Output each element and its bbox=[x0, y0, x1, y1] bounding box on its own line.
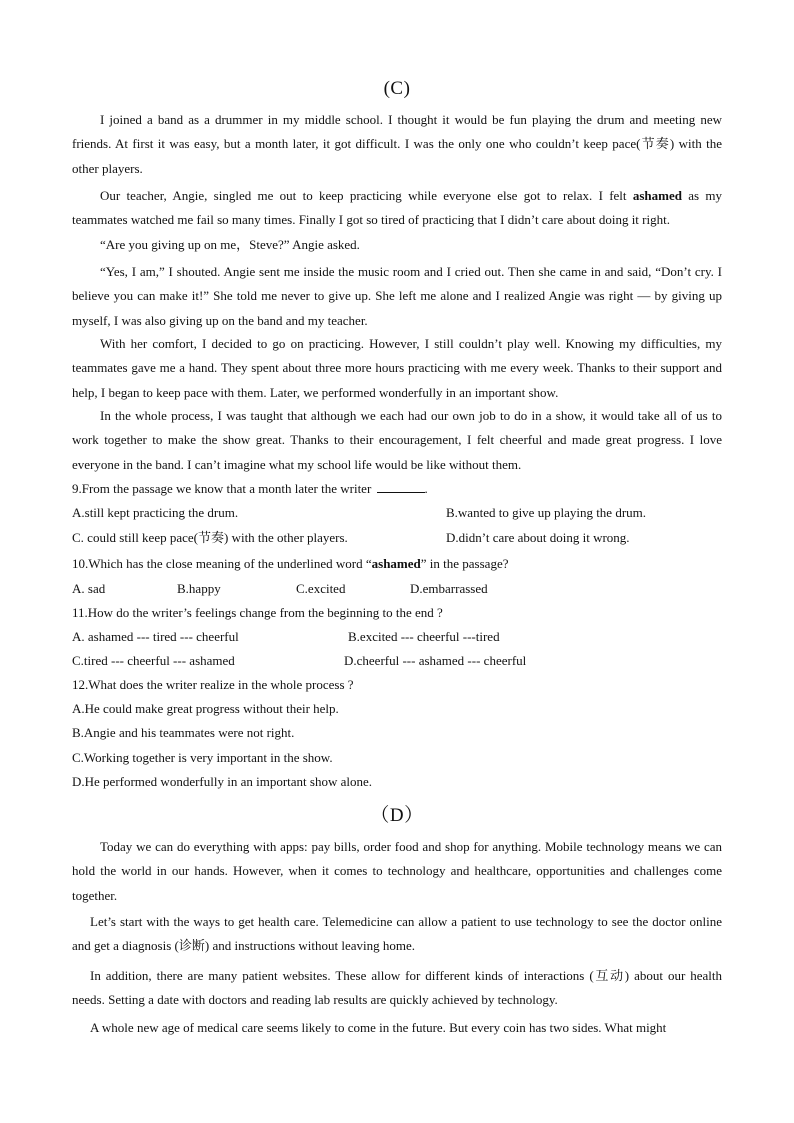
question-12-option-d: D.He performed wonderfully in an important show alone. bbox=[72, 774, 373, 789]
question-9-option-a: A.still kept practicing the drum. bbox=[72, 505, 239, 520]
question-10-option-a: A. sad bbox=[72, 581, 106, 596]
question-text: 9.From the passage we know that a month later the writer bbox=[72, 481, 375, 496]
question-9-stem bbox=[72, 481, 428, 497]
question-text: ” in the passage? bbox=[420, 556, 509, 571]
question-11-option-a: A. ashamed --- tired --- cheerful bbox=[72, 629, 239, 644]
question-12-stem: 12.What does the writer realize in the whole process ? bbox=[72, 677, 354, 692]
question-11-option-b: B.excited --- cheerful ---tired bbox=[348, 629, 500, 644]
question-11-option-c: C.tired --- cheerful --- ashamed bbox=[72, 653, 235, 668]
question-10-option-c: C.excited bbox=[296, 581, 346, 596]
question-11-option-d: D.cheerful --- ashamed --- cheerful bbox=[344, 653, 527, 668]
passage-c-paragraph-2 bbox=[72, 184, 722, 233]
question-9-option-d: D.didn’t care about doing it wrong. bbox=[446, 530, 630, 545]
question-9-option-b: B.wanted to give up playing the drum. bbox=[446, 505, 647, 520]
question-12-option-a: A.He could make great progress without their help. bbox=[72, 701, 339, 716]
question-10-option-b: B.happy bbox=[177, 581, 221, 596]
question-10-stem bbox=[72, 556, 508, 572]
section-c-title: (C) bbox=[383, 78, 411, 99]
section-d-title: （D） bbox=[370, 805, 424, 826]
passage-c-paragraph-3: “Are you giving up on me，Steve?” Angie asked. bbox=[100, 237, 360, 252]
passage-d-paragraph-2: Let’s start with the ways to get health care. Telemedicine can allow a patient to use technology to see the doctor online and get a diagnosis (诊断) and instructions without leaving home. bbox=[72, 914, 722, 954]
passage-d-paragraph-4: A whole new age of medical care seems likely to come in the future. But every coin has two sides. What might bbox=[90, 1020, 667, 1035]
paragraph-text: Our teacher, Angie, singled me out to keep practicing while everyone else got to relax. I felt bbox=[100, 188, 633, 203]
question-12-option-b: B.Angie and his teammates were not right. bbox=[72, 725, 295, 740]
question-11-stem: 11.How do the writer’s feelings change from the beginning to the end ? bbox=[72, 605, 443, 620]
passage-d-paragraph-3: In addition, there are many patient websites. These allow for different kinds of interactions (互动) about our health needs. Setting a date with doctors and reading lab results are quickly achieved by technology. bbox=[72, 968, 722, 1008]
answer-blank bbox=[377, 481, 425, 493]
question-text-end: . bbox=[424, 481, 428, 496]
question-text: 10.Which has the close meaning of the underlined word “ bbox=[72, 556, 372, 571]
question-10-option-d: D.embarrassed bbox=[410, 581, 488, 596]
passage-d-paragraph-1: Today we can do everything with apps: pay bills, order food and shop for anything. Mobile technology means we can hold the world in our hands. However, when it comes to technology and healthcare, opportunities and challenges come together. bbox=[72, 839, 722, 903]
passage-c-paragraph-5: With her comfort, I decided to go on practicing. However, I still couldn’t play well. Knowing my difficulties, my teammates gave me a hand. They spent about three more hours practicing with me every week. Thanks to their support and help, I began to keep pace with them. Later, we performed wonderfully in an important show. bbox=[72, 336, 722, 400]
bold-word-ashamed: ashamed bbox=[371, 556, 421, 571]
passage-c-paragraph-4: “Yes, I am,” I shouted. Angie sent me inside the music room and I cried out. Then she came in and said, “Don’t cry. I believe you can make it!” She told me never to give up. She left me alone and I realized Angie was right — by giving up myself, I was also giving up on the band and my teacher. bbox=[72, 264, 722, 328]
paragraph-text: as my teammates watched me fail so many times. Finally I got so tired of practicing that I didn’t care about doing it right. bbox=[72, 188, 722, 228]
passage-c-paragraph-6: In the whole process, I was taught that although we each had our own job to do in a show, it would take all of us to work together to make the show great. Thanks to their encouragement, I felt cheerful and made great progress. I love everyone in the band. I can’t imagine what my school life would be like without them. bbox=[72, 408, 722, 472]
question-12-option-c: C.Working together is very important in the show. bbox=[72, 750, 333, 765]
passage-c-paragraph-1: I joined a band as a drummer in my middle school. I thought it would be fun playing the drum and meeting new friends. At first it was easy, but a month later, it got difficult. I was the only one who couldn’t keep pace(节奏) with the other players. bbox=[72, 112, 722, 176]
question-9-option-c: C. could still keep pace(节奏) with the other players. bbox=[72, 530, 348, 545]
bold-word-ashamed: ashamed bbox=[632, 188, 682, 203]
